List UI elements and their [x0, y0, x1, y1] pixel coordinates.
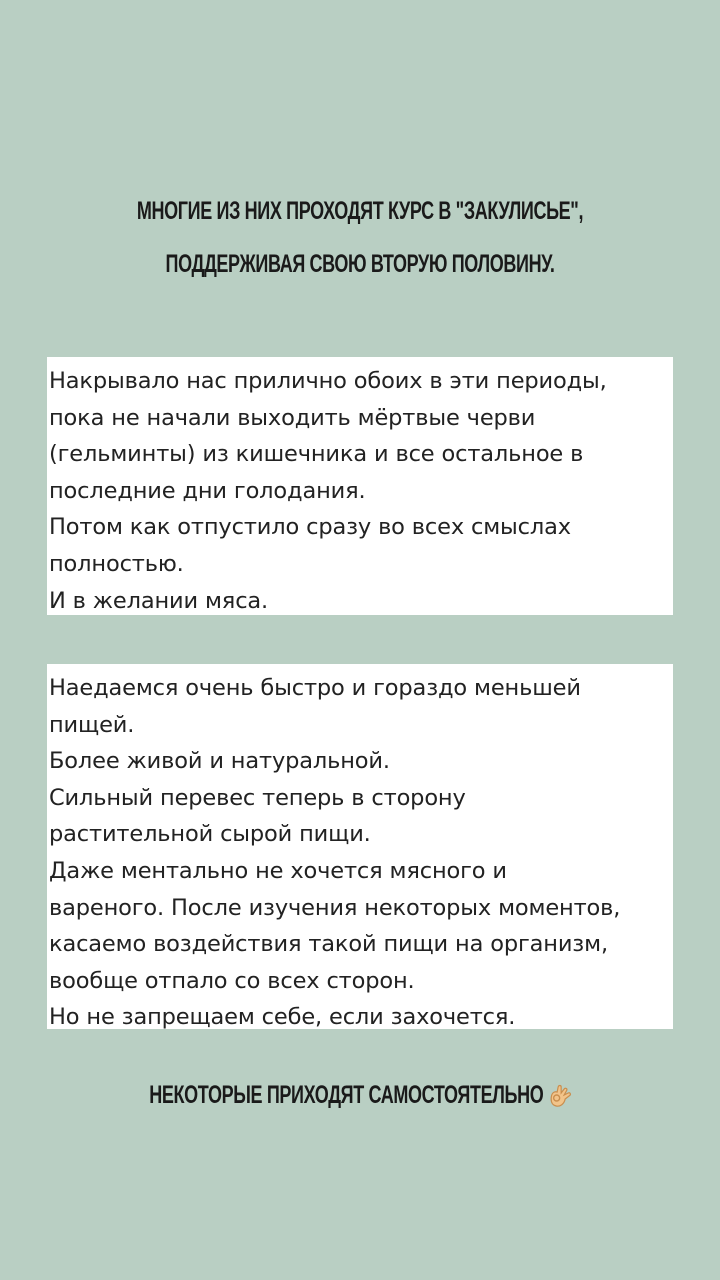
message-line: Даже ментально не хочется мясного и [49, 857, 507, 884]
headline-bottom-text: НЕКОТОРЫЕ ПРИХОДЯТ САМОСТОЯТЕЛЬНО [149, 1081, 544, 1109]
message-line: последние дни голодания. [49, 477, 366, 504]
message-line: Более живой и натуральной. [49, 748, 390, 775]
message-line: пищей. [49, 711, 135, 738]
message-line: пока не начали выходить мёртвые черви [49, 404, 536, 431]
message-line: (гельминты) из кишечника и все остальное в [49, 441, 584, 468]
message-line: Накрывало нас прилично обоих в эти периоды, [49, 368, 607, 394]
message-line: Наедаемся очень быстро и гораздо меньшей [49, 675, 581, 701]
headline-line-1: МНОГИЕ ИЗ НИХ ПРОХОДЯТ КУРС В "ЗАКУЛИСЬЕ", [136, 197, 584, 225]
message-screenshot-2 [47, 664, 673, 1029]
ok-hand-icon [545, 1081, 575, 1111]
message-line: И в желании мяса. [49, 587, 269, 614]
message-screenshot-1 [47, 357, 673, 615]
headline-line-2: ПОДДЕРЖИВАЯ СВОЮ ВТОРУЮ ПОЛОВИНУ. [165, 250, 555, 278]
message-line: Сильный перевес теперь в сторону [49, 784, 466, 811]
message-line: растительной сырой пищи. [49, 821, 371, 848]
message-line: вареного. После изучения некоторых моментов, [49, 894, 621, 921]
message-line: вообще отпало со всех сторон. [49, 967, 415, 994]
message-line: Потом как отпустило сразу во всех смыслах [49, 514, 571, 541]
message-line: полностью. [49, 550, 184, 577]
headline-bottom [101, 1081, 619, 1111]
message-line: Но не запрещаем себе, если захочется. [49, 1004, 516, 1029]
message-line: касаемо воздействия такой пищи на организм, [49, 931, 608, 958]
